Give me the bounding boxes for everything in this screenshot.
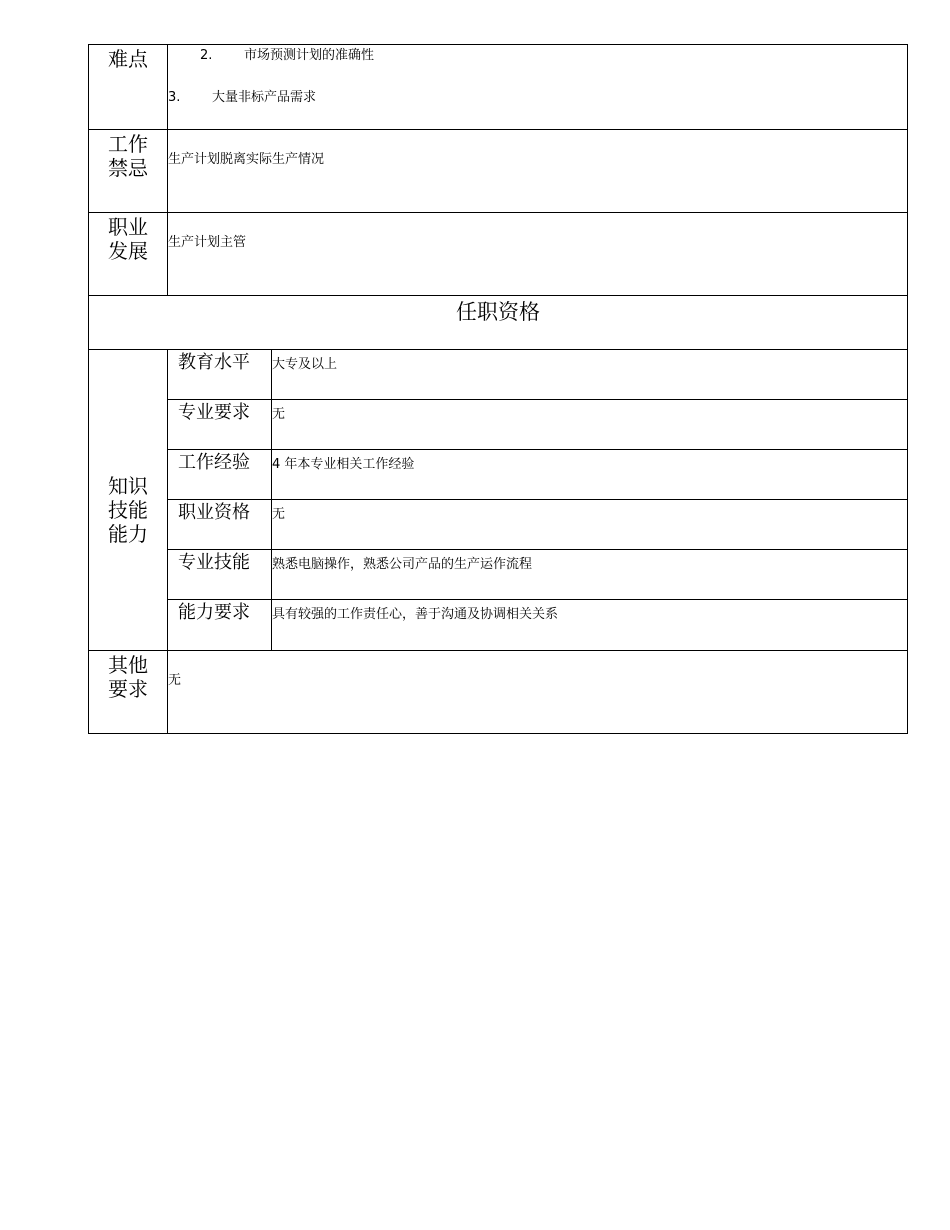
difficulty-item: 3. 大量非标产品需求 — [168, 90, 317, 105]
difficulty-row — [89, 45, 908, 130]
section-title: 任职资格 — [89, 296, 908, 350]
difficulty-label: 难点 — [89, 45, 168, 130]
qualification-value: 大专及以上 — [272, 350, 908, 400]
qualification-label: 能力要求 — [168, 600, 272, 651]
difficulty-content — [168, 45, 908, 130]
qualification-value: 无 — [272, 400, 908, 450]
qualification-label: 专业要求 — [168, 400, 272, 450]
qualification-label: 工作经验 — [168, 450, 272, 500]
taboo-label: 工作 禁忌 — [89, 130, 168, 213]
career-content: 生产计划主管 — [168, 213, 908, 296]
knowledge-skills-label: 知识 技能 能力 — [89, 350, 168, 651]
qualification-label: 专业技能 — [168, 550, 272, 600]
qualification-row — [89, 350, 908, 400]
qualification-label: 职业资格 — [168, 500, 272, 550]
taboo-row — [89, 130, 908, 213]
other-label: 其他 要求 — [89, 651, 168, 734]
qualification-value: 熟悉电脑操作，熟悉公司产品的生产运作流程 — [272, 550, 908, 600]
qualification-value: 无 — [272, 500, 908, 550]
qualification-value: 具有较强的工作责任心，善于沟通及协调相关关系 — [272, 600, 908, 651]
career-row — [89, 213, 908, 296]
career-label: 职业 发展 — [89, 213, 168, 296]
qualification-row — [89, 450, 908, 500]
qualification-row — [89, 600, 908, 651]
job-description-table — [88, 44, 908, 734]
taboo-content: 生产计划脱离实际生产情况 — [168, 130, 908, 213]
other-row — [89, 651, 908, 734]
difficulty-item: 2. 市场预测计划的准确性 — [200, 48, 375, 63]
qualification-row — [89, 500, 908, 550]
qualification-row — [89, 550, 908, 600]
other-content: 无 — [168, 651, 908, 734]
qualifications-header-row — [89, 296, 908, 350]
qualification-row — [89, 400, 908, 450]
qualification-value: 4 年本专业相关工作经验 — [272, 450, 908, 500]
qualification-label: 教育水平 — [168, 350, 272, 400]
